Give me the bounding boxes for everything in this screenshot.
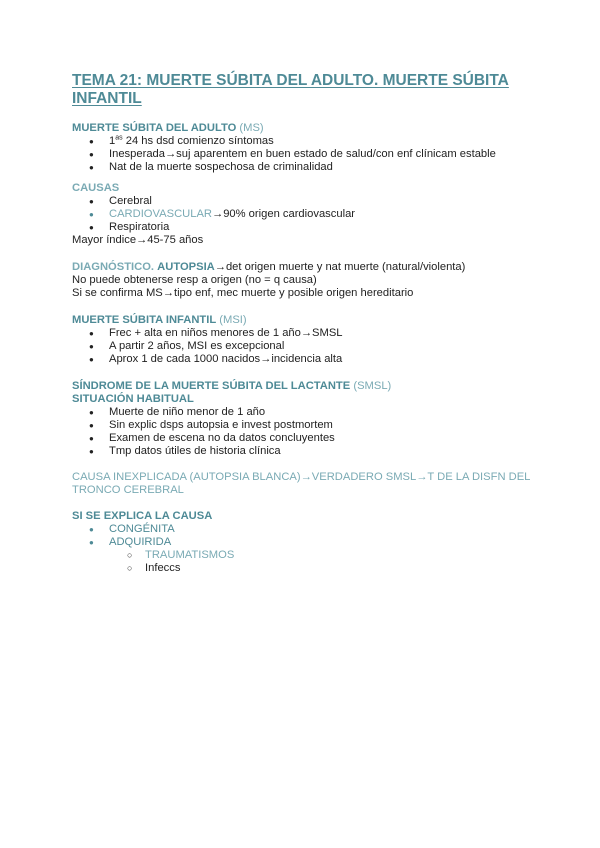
list-item: ● CARDIOVASCULAR→90% origen cardiovascular — [72, 208, 532, 221]
section-ms-adulto — [72, 122, 532, 174]
section-explica — [72, 510, 532, 575]
list-item: ● Cerebral — [72, 195, 532, 208]
ms-adulto-list — [72, 135, 532, 174]
causa-inexplicada-line: TRONCO CEREBRAL — [72, 484, 184, 496]
causas-note: Mayor índice→45-75 años — [72, 234, 204, 246]
diagnostico-heading: DIAGNÓSTICO. AUTOPSIA→det origen muerte y nat muerte (natural/violenta) — [72, 261, 466, 273]
list-item: ● A partir 2 años, MSI es excepcional — [72, 340, 532, 353]
list-item: ● Muerte de niño menor de 1 año — [72, 406, 532, 419]
list-item: ● Nat de la muerte sospechosa de criminalidad — [72, 161, 532, 174]
list-item: ● Sin explic dsps autopsia e invest postmortem — [72, 419, 532, 432]
list-item: ○ TRAUMATISMOS — [72, 549, 532, 562]
section-diagnostico — [72, 261, 532, 300]
explica-list — [72, 523, 532, 549]
smsl-list — [72, 406, 532, 458]
list-item: ○ Infeccs — [72, 562, 532, 575]
section-causas — [72, 182, 532, 247]
list-item: ● CONGÉNITA — [72, 523, 532, 536]
causa-inexplicada-line: CAUSA INEXPLICADA (AUTOPSIA BLANCA)→VERDADERO SMSL→T DE LA DISFN DEL — [72, 471, 531, 483]
ms-adulto-heading: MUERTE SÚBITA DEL ADULTO (MS) — [72, 122, 264, 134]
list-item: ● Frec + alta en niños menores de 1 año→SMSL — [72, 327, 532, 340]
list-item: ● ADQUIRIDA — [72, 536, 532, 549]
smsl-heading: SÍNDROME DE LA MUERTE SÚBITA DEL LACTANTE (SMSL) — [72, 380, 392, 392]
section-msi — [72, 314, 532, 366]
page-title: TEMA 21: MUERTE SÚBITA DEL ADULTO. MUERTE SÚBITA INFANTIL — [72, 72, 509, 107]
explica-sub-list — [72, 549, 532, 575]
diagnostico-line: No puede obtenerse resp a origen (no = q causa) — [72, 274, 317, 286]
diagnostico-line: Si se confirma MS→tipo enf, mec muerte y posible origen hereditario — [72, 287, 414, 299]
list-item: ● Examen de escena no da datos concluyentes — [72, 432, 532, 445]
smsl-sub-heading: SITUACIÓN HABITUAL — [72, 393, 194, 405]
list-item: ● $1^{as}$ 24 hs dsd comienzo síntomas — [72, 135, 532, 148]
section-causa-inexplicada — [72, 471, 532, 497]
list-item: ● Inesperada→suj aparentem en buen estado de salud/con enf clínicam estable — [72, 148, 532, 161]
msi-heading: MUERTE SÚBITA INFANTIL (MSI) — [72, 314, 247, 326]
list-item: ● Tmp datos útiles de historia clínica — [72, 445, 532, 458]
list-item: ● Respiratoria — [72, 221, 532, 234]
explica-heading: SI SE EXPLICA LA CAUSA — [72, 510, 213, 522]
causas-list — [72, 195, 532, 234]
list-item: ● Aprox 1 de cada 1000 nacidos→incidencia alta — [72, 353, 532, 366]
msi-list — [72, 327, 532, 366]
document-page — [72, 72, 532, 575]
section-smsl — [72, 380, 532, 458]
causas-heading: CAUSAS — [72, 182, 120, 194]
